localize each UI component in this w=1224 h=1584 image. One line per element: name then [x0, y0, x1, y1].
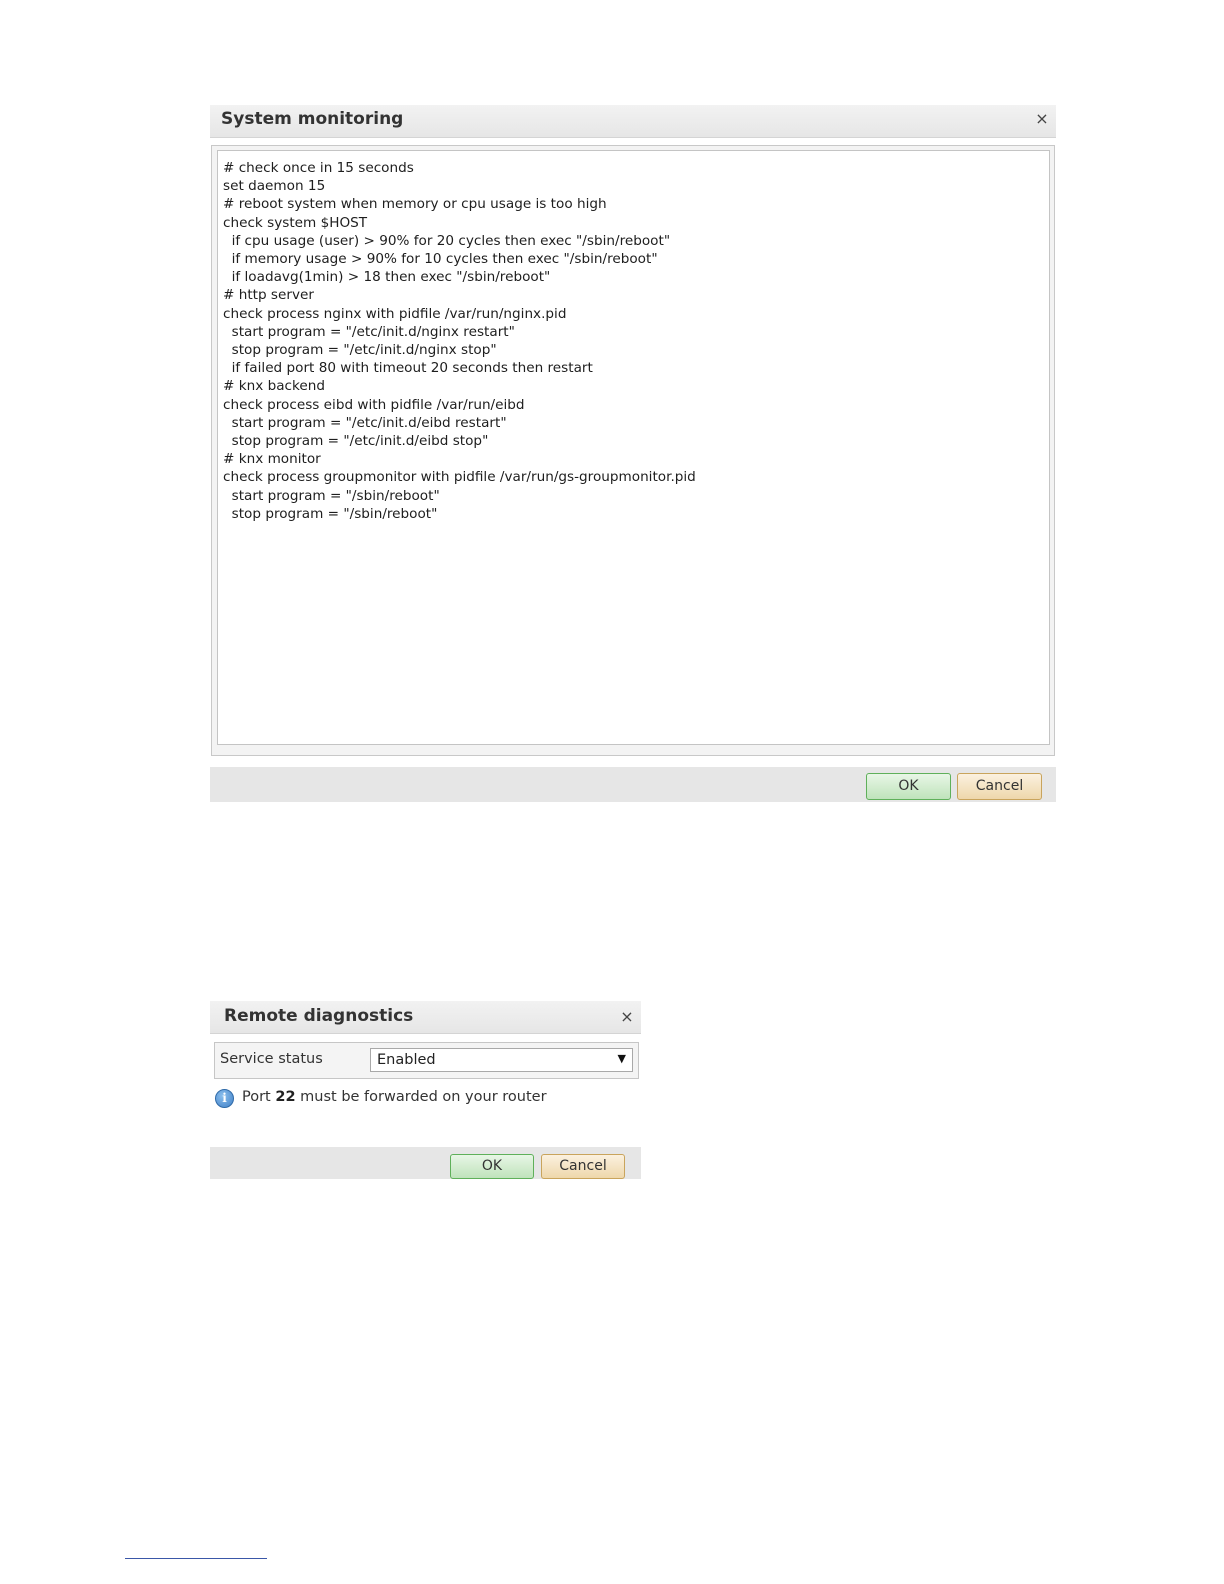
editor-frame [211, 145, 1055, 756]
info-icon: i [215, 1089, 234, 1108]
dialog-title: Remote diagnostics [224, 1006, 414, 1026]
dialog-header [210, 105, 1056, 138]
service-status-select[interactable] [370, 1048, 633, 1072]
port-forward-note [242, 1089, 547, 1105]
remote-diagnostics-dialog [210, 1001, 641, 1179]
close-icon[interactable]: × [1035, 109, 1049, 128]
footnote-separator [125, 1558, 267, 1559]
service-status-label: Service status [220, 1051, 323, 1067]
dialog-footer [210, 1147, 641, 1179]
close-icon[interactable]: × [620, 1007, 634, 1026]
note-prefix: Port [242, 1089, 276, 1105]
dialog-footer [210, 767, 1056, 802]
cancel-button[interactable]: Cancel [957, 773, 1042, 800]
chevron-down-icon: ▼ [617, 1052, 626, 1065]
system-monitoring-dialog [210, 105, 1056, 802]
cancel-button[interactable]: Cancel [541, 1154, 625, 1179]
dialog-header [210, 1001, 641, 1034]
service-status-row [214, 1042, 639, 1079]
config-editor[interactable] [217, 150, 1050, 745]
note-suffix: must be forwarded on your router [295, 1089, 547, 1105]
dialog-title: System monitoring [221, 109, 404, 129]
ok-button[interactable]: OK [866, 773, 951, 800]
port-number: 22 [275, 1089, 296, 1105]
ok-button[interactable]: OK [450, 1154, 534, 1179]
service-status-value: Enabled [377, 1052, 436, 1068]
